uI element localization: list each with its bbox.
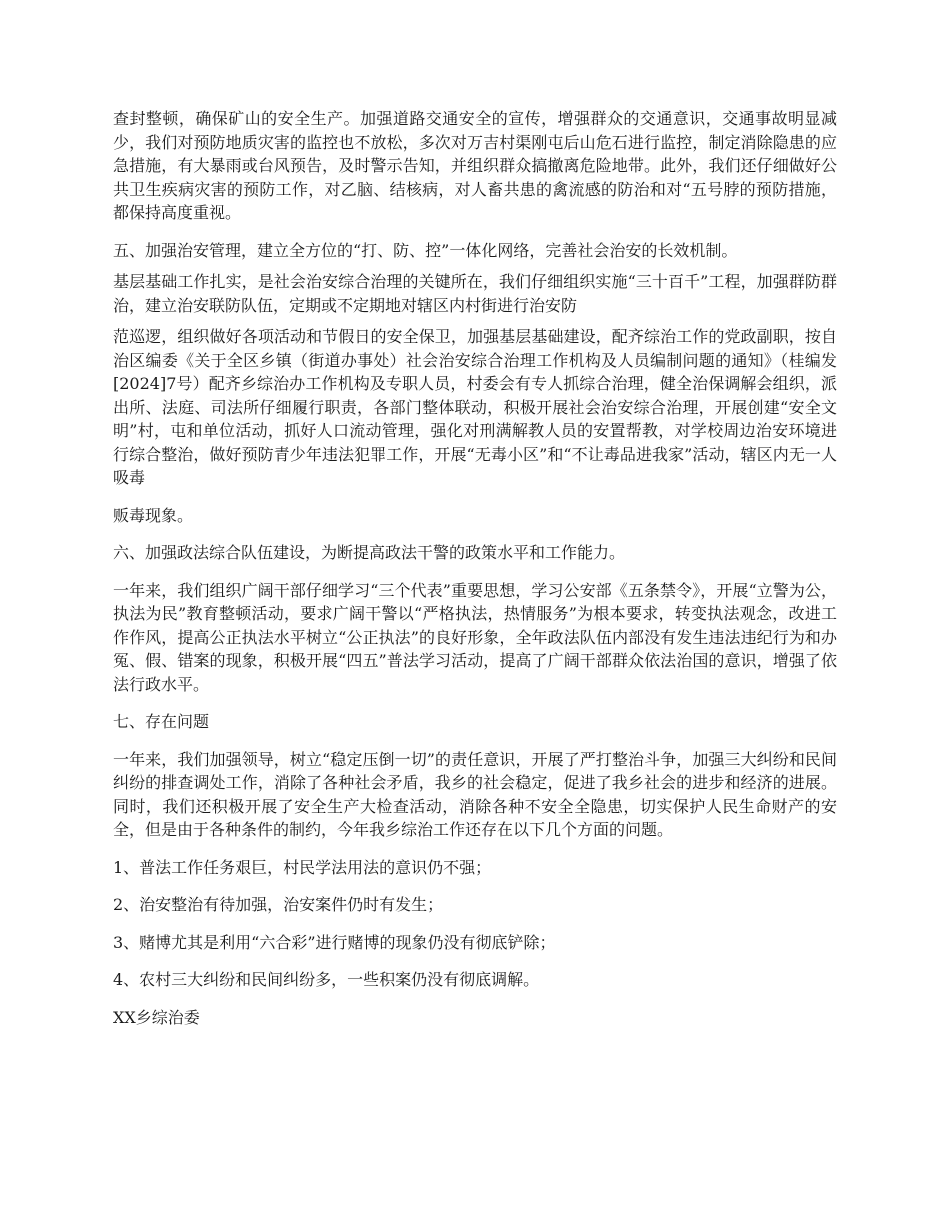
paragraph-patrol-and-integration: 范巡逻，组织做好各项活动和节假日的安全保卫，加强基层基础建设，配齐综治工作的党政副职，按自治区编委《关于全区乡镇（街道办事处）社会治安综合治理工作机构及人员编制问题的通知》（桂编发[2024]7号）配齐乡综治办工作机构及专职人员，村委会有专人抓综合治理，健全治保调解会组织，派出所、法庭、司法所仔细履行职责，各部门整体联动，积极开展社会治安综合治理，开展创建“安全文明”村，屯和单位活动，抓好人口流动管理，强化对刑满解教人员的安置帮教，对学校周边治安环境进行综合整治，做好预防青少年违法犯罪工作，开展“无毒小区”和“不让毒品进我家”活动，辖区内无一人吸毒 (113, 327, 837, 487)
list-item-problem-2: 2、治安整治有待加强，治安案件仍时有发生； (113, 895, 444, 914)
paragraph-safety-measures: 查封整顿，确保矿山的安全生产。加强道路交通安全的宣传，增强群众的交通意识，交通事故明显减少，我们对预防地质灾害的监控也不放松，多次对万吉村渠刚屯后山危石进行监控，制定消除隐患的应急措施，有大暴雨或台风预告，及时警示告知，并组织群众搞撤离危险地带。此外，我们还仔细做好公共卫生疾病灾害的预防工作，对乙脑、结核病，对人畜共患的禽流感的防治和对“五号脖的预防措施，都保持高度重视。 (113, 109, 837, 222)
list-item-problem-1: 1、普法工作任务艰巨，村民学法用法的意识仍不强； (113, 857, 492, 877)
paragraph-existing-problems: 一年来，我们加强领导，树立“稳定压倒一切”的责任意识，开展了严打整治斗争，加强三大纠纷和民间纠纷的排查调处工作，消除了各种社会矛盾，我乡的社会稳定，促进了我乡社会的进步和经济的进展。同时，我们还积极开展了安全生产大检查活动，消除各种不安全全隐患，切实保护人民生命财产的安全，但是由于各种条件的制约，今年我乡综治工作还存在以下几个方面的问题。 (113, 749, 837, 839)
signature-committee: XX乡综治委 (113, 1007, 200, 1027)
heading-section-five: 五、加强治安管理，建立全方位的“打、防、控”一体化网络，完善社会治安的长效机制。 (113, 240, 738, 260)
paragraph-drug-trafficking: 贩毒现象。 (113, 505, 194, 525)
paragraph-grassroots-work: 基层基础工作扎实，是社会治安综合治理的关键所在，我们仔细组织实施“三十百千”工程，加强群防群治，建立治安联防队伍，定期或不定期地对辖区内村街进行治安防 (113, 272, 837, 315)
heading-section-seven: 七、存在问题 (113, 712, 210, 731)
list-item-problem-3: 3、赌博尤其是利用“六合彩”进行赌博的现象仍没有彻底铲除； (113, 932, 556, 952)
heading-section-six: 六、加强政法综合队伍建设，为断提高政法干警的政策水平和工作能力。 (113, 543, 626, 562)
list-item-problem-4: 4、农村三大纠纷和民间纠纷多，一些积案仍没有彻底调解。 (113, 970, 540, 989)
paragraph-team-building: 一年来，我们组织广阔干部仔细学习“三个代表”重要思想，学习公安部《五条禁令》，开展“立警为公，执法为民”教育整顿活动，要求广阔干警以“严格执法，热情服务”为根本要求，转变执法观念，改进工作作风，提高公正执法水平树立“公正执法”的良好形象，全年政法队伍内部没有发生违法违纪行为和办冤、假、错案的现象，积极开展“四五”普法学习活动，提高了广阔干部群众依法治国的意识，增强了依法行政水平。 (113, 580, 837, 694)
